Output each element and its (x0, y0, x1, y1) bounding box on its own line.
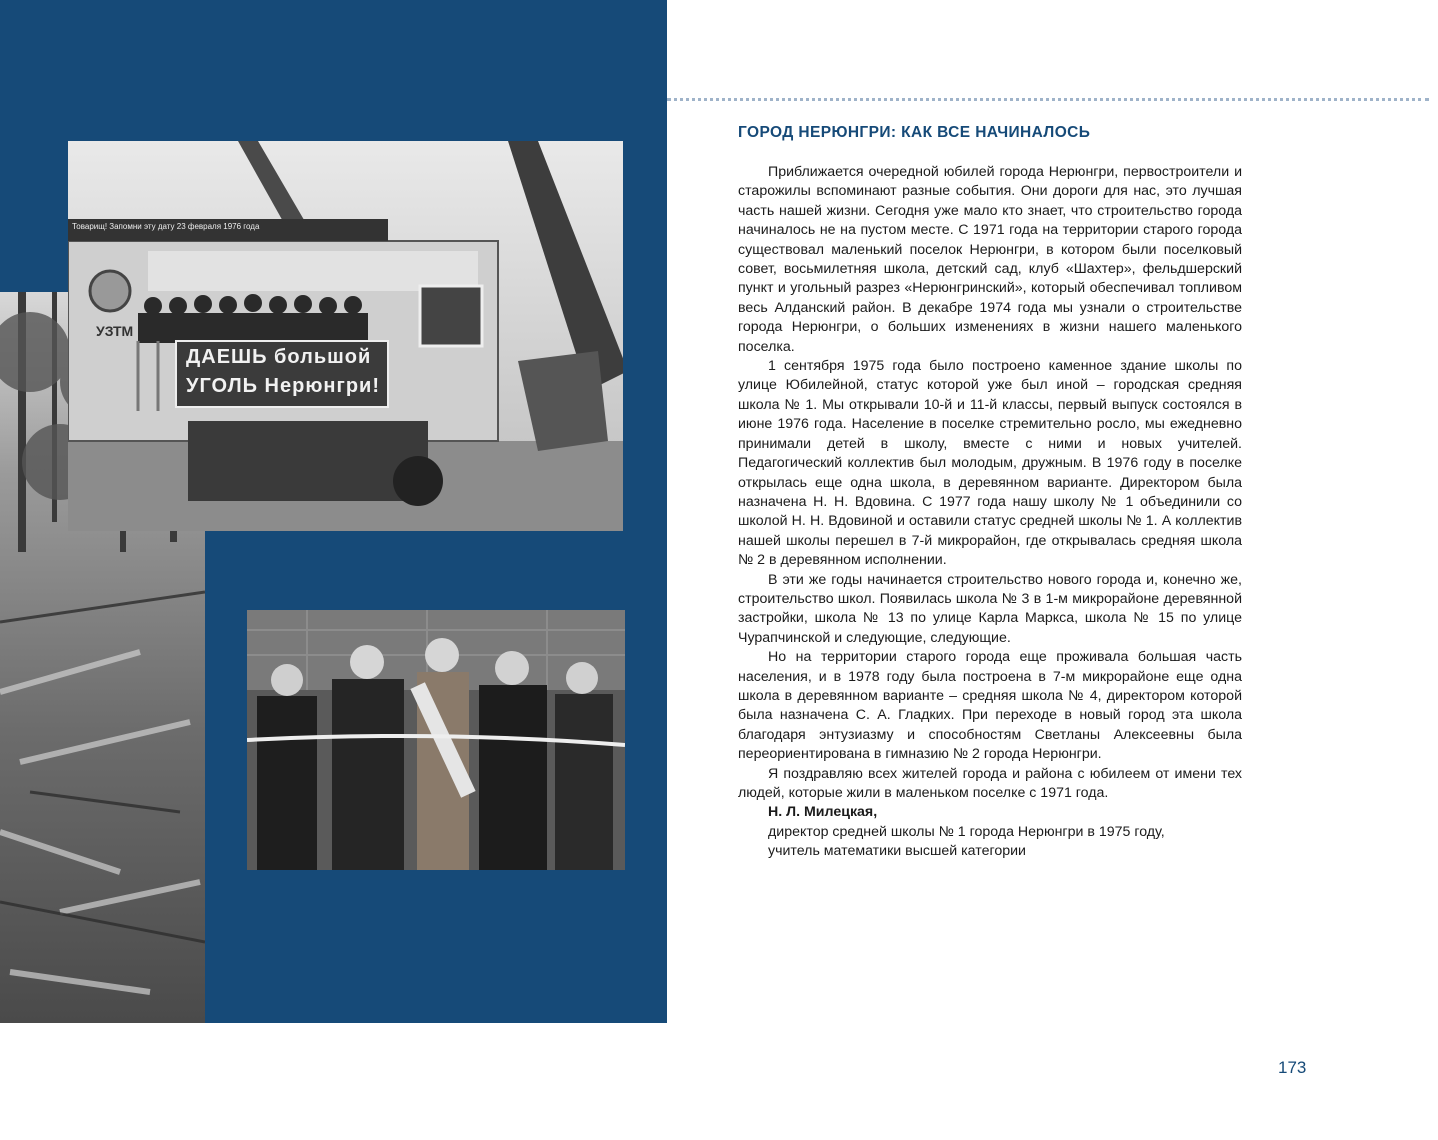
dotted-divider (667, 98, 1429, 101)
article-title: ГОРОД НЕРЮНГРИ: КАК ВСЕ НАЧИНАЛОСЬ (738, 124, 1091, 141)
excavator-plate-text: УЗТМ (96, 323, 134, 339)
author-role-line1: директор средней школы № 1 города Нерюнгри в 1975 году, (768, 823, 1165, 840)
excavator-banner-line2: УГОЛЬ Нерюнгри! (186, 375, 380, 397)
excavator-photo (68, 141, 623, 531)
paragraph-4: Но на территории старого города еще проживала большая часть населения, и в 1978 году была построена в 7-м микрорайоне еще одна школа в деревянном варианте – средняя школа № 4, директором которой была назначена С. А. Гладких. При переходе в новый город эта школа благодаря энтузиазму и способностям Светланы Алексеевны была переориентирована в гимназию № 2 города Нерюнгри. (738, 649, 1242, 763)
signature-block (738, 803, 1242, 861)
paragraph-5: Я поздравляю всех жителей города и района с юбилеем от имени тех людей, которые жили в маленьком поселке с 1971 года. (738, 765, 1242, 801)
author-name: Н. Л. Милецкая, (768, 804, 878, 821)
excavator-banner-line1: ДАЕШЬ большой (186, 346, 372, 368)
author-role-line2: учитель математики высшей категории (768, 843, 1026, 860)
ribbon-cutting-photo (247, 610, 625, 870)
paragraph-3: В эти же годы начинается строительство нового города и, конечно же, строительство школ. Появилась школа № 3 в 1-м микрорайоне деревянной застройки, школа № 13 по улице Карла Маркса, школа № 15 по улице Чурапчинской и следующие, следующие. (738, 571, 1242, 646)
page-number: 173 (1278, 1058, 1307, 1077)
paragraph-2: 1 сентября 1975 года было построено каменное здание школы по улице Юбилейной, статус которой уже был иной – городская средняя школа № 1. Мы открывали 10-й и 11-й классы, первый выпуск состоялся в июне 1976 года. Население в поселке стремительно росло, мы ежедневно принимали детей в школу, вместе с ними и новых учителей. Педагогический коллектив был молодым, дружным. В 1976 году в поселке открылась еще одна школа, в деревянном варианте. Директором была назначена Н. Н. Вдовина. С 1977 года нашу школу № 1 объединили со школой Н. Н. Вдовиной и оставили статус средней школы № 1. А коллектив нашей школы перешел в 7-й микрорайон, где открывалась средняя школа № 2 в деревянном исполнении. (738, 358, 1242, 569)
excavator-top-banner-text: Товарищ! Запомни эту дату 23 февраля 1976 года (72, 222, 260, 231)
paragraph-1: Приближается очередной юбилей города Нерюнгри, первостроители и старожилы вспоминают разные события. Они дороги для нас, это лучшая часть нашей жизни. Сегодня уже мало кто знает, что строительство города начиналось не на пустом месте. С 1971 года на территории старого города существовал маленький поселок Нерюнгри, в котором были поселковый совет, восьмилетняя школа, детский сад, клуб «Шахтер», фельдшерский пункт и угольный разрез «Нерюнгринский», который обеспечивал топливом весь Алданский район. В декабре 1974 года мы узнали о строительстве города Нерюнгри, о больших изменениях в жизни нашего маленького поселка. (738, 164, 1242, 355)
article-body (738, 163, 1242, 862)
